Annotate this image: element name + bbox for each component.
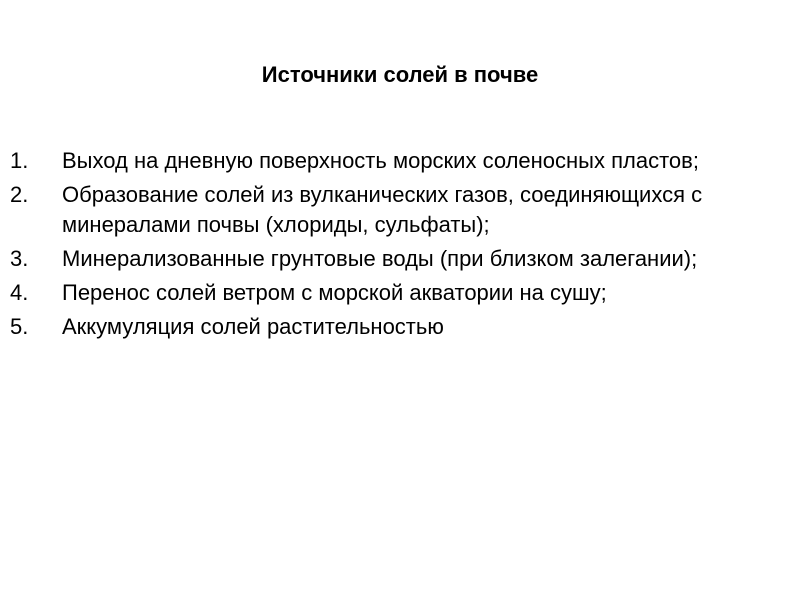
list-item: [10, 180, 770, 240]
slide-title: Источники солей в почве: [261, 62, 539, 87]
list-item-text: Минерализованные грунтовые воды (при близком залегании);: [62, 246, 698, 271]
list-item-text: Перенос солей ветром с морской акватории на сушу;: [62, 280, 607, 305]
list-item-number: 1.: [10, 148, 29, 173]
sources-list: [10, 146, 770, 346]
list-item-text: Образование солей из вулканических газов, соединяющихся с минералами почвы (хлориды, сульфаты);: [62, 182, 703, 237]
list-item: [10, 312, 770, 342]
list-item-text: Аккумуляция солей растительностью: [62, 314, 444, 339]
list-item-number: 2.: [10, 182, 29, 207]
list-item-number: 3.: [10, 246, 29, 271]
list-item-number: 4.: [10, 280, 29, 305]
list-item-text: Выход на дневную поверхность морских соленосных пластов;: [62, 148, 699, 173]
list-item-number: 5.: [10, 314, 29, 339]
list-item: [10, 278, 770, 308]
list-item: [10, 244, 770, 274]
list-item: [10, 146, 770, 176]
